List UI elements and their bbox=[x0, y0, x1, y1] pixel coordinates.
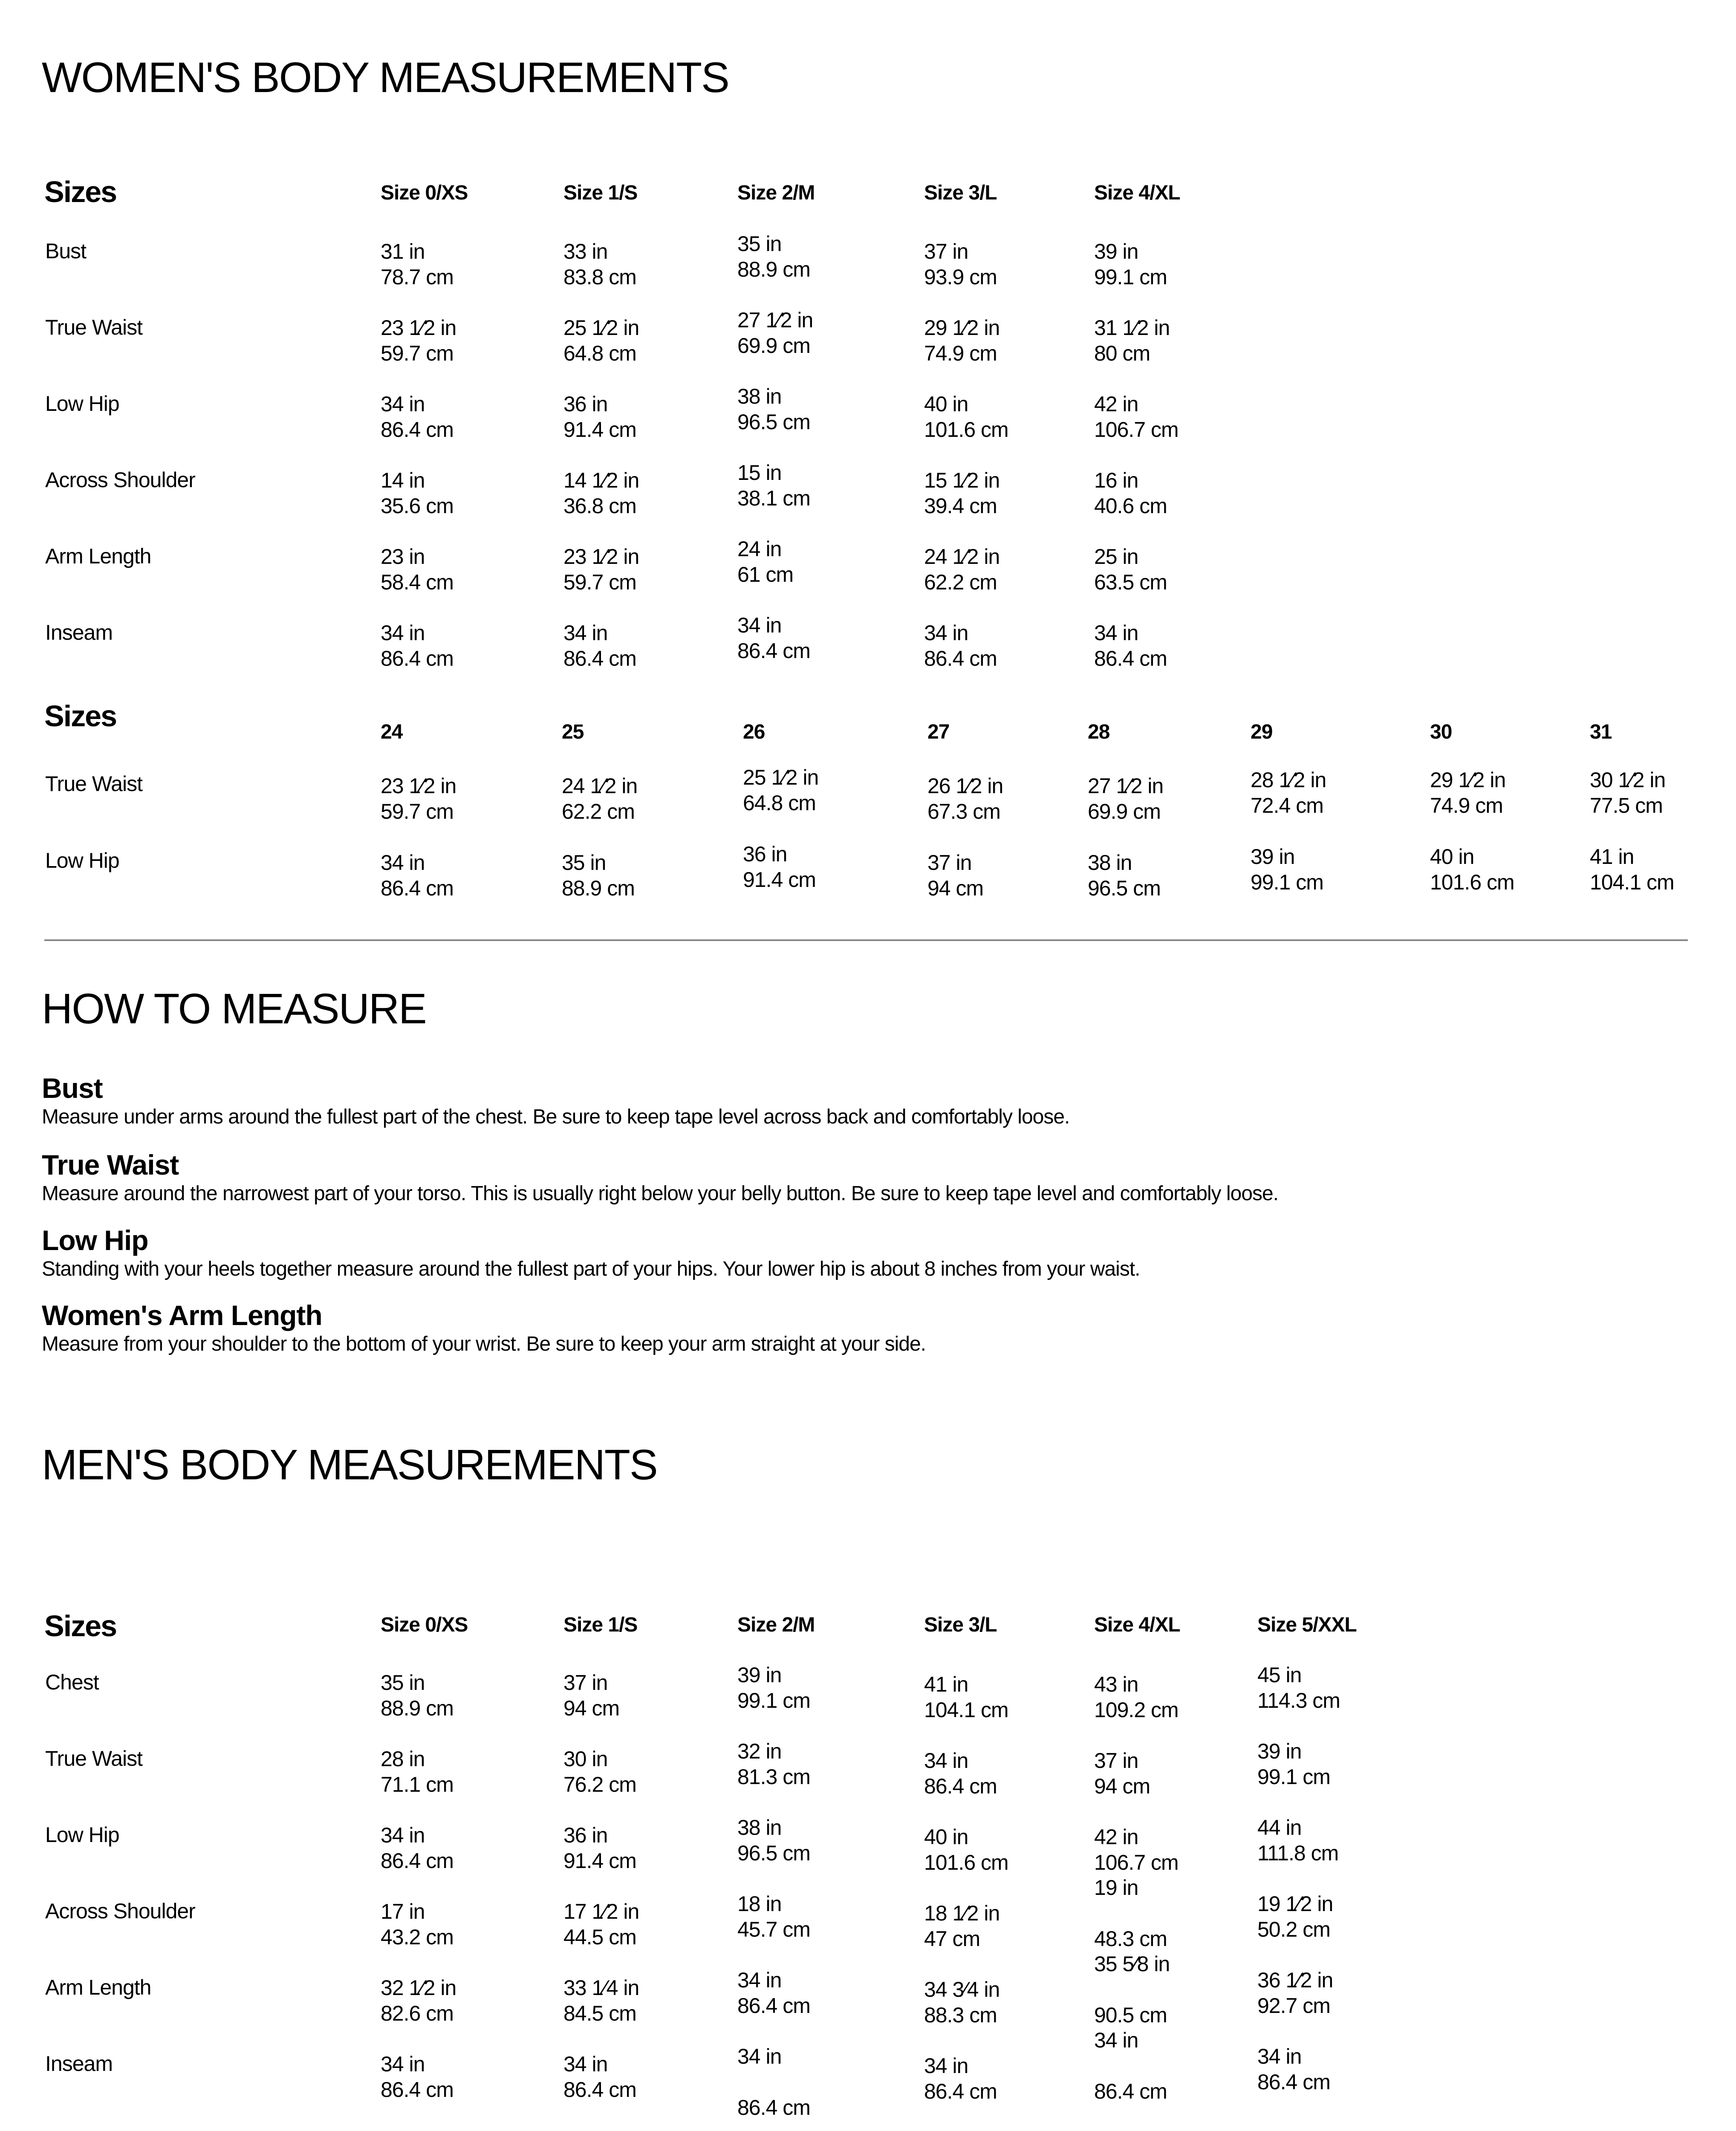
centimeters-value: 86.4 cm bbox=[1094, 2079, 1167, 2103]
measurement-cell bbox=[737, 1967, 810, 2018]
inches-value: 34 in bbox=[563, 2052, 608, 2076]
inches-value: 39 in bbox=[1094, 240, 1138, 263]
inches-value: 34 in bbox=[381, 621, 425, 645]
measurement-cell bbox=[563, 620, 636, 671]
centimeters-value: 35.6 cm bbox=[381, 494, 453, 518]
row-label: Arm Length bbox=[45, 544, 151, 568]
centimeters-value: 101.6 cm bbox=[924, 418, 1008, 442]
column-header: Size 1/S bbox=[563, 1614, 638, 1636]
column-header: Size 2/M bbox=[737, 182, 815, 204]
measurement-cell bbox=[381, 239, 453, 290]
measurement-cell bbox=[1094, 620, 1167, 671]
column-header: 25 bbox=[562, 721, 584, 743]
centimeters-value: 91.4 cm bbox=[563, 418, 636, 442]
inches-value: 23 1⁄2 in bbox=[563, 545, 639, 569]
centimeters-value: 88.9 cm bbox=[381, 1696, 453, 1720]
measurement-cell bbox=[381, 620, 453, 671]
centimeters-value: 40.6 cm bbox=[1094, 494, 1167, 518]
inches-value: 29 1⁄2 in bbox=[924, 316, 1000, 340]
centimeters-value: 74.9 cm bbox=[1430, 794, 1503, 817]
centimeters-value: 86.4 cm bbox=[381, 2078, 453, 2102]
measurement-cell bbox=[1430, 767, 1505, 818]
inches-value: 34 3⁄4 in bbox=[924, 1978, 1000, 2001]
how-to-heading: Bust bbox=[42, 1072, 103, 1104]
measurement-cell bbox=[924, 468, 999, 519]
column-header: Size 5/XXL bbox=[1257, 1614, 1357, 1636]
inches-value: 19 in bbox=[1094, 1876, 1138, 1900]
centimeters-value: 74.9 cm bbox=[924, 341, 997, 365]
row-label: Across Shoulder bbox=[45, 468, 195, 492]
row-label: Low Hip bbox=[45, 849, 119, 872]
column-header: Size 1/S bbox=[563, 182, 638, 204]
inches-value: 30 in bbox=[563, 1747, 608, 1771]
inches-value: 15 in bbox=[737, 461, 782, 485]
centimeters-value: 99.1 cm bbox=[1251, 870, 1323, 894]
measurement-cell bbox=[924, 1824, 1008, 1875]
inches-value: 37 in bbox=[563, 1671, 608, 1695]
measurement-cell bbox=[1257, 1738, 1330, 1790]
row-label: True Waist bbox=[45, 1747, 142, 1770]
centimeters-value: 47 cm bbox=[924, 1927, 980, 1951]
measurement-cell bbox=[1257, 1662, 1340, 1713]
inches-value: 36 in bbox=[563, 392, 608, 416]
sizes-label: Sizes bbox=[44, 1609, 116, 1643]
centimeters-value: 94 cm bbox=[927, 876, 984, 900]
sizes-label: Sizes bbox=[44, 699, 116, 733]
column-header: 30 bbox=[1430, 721, 1452, 743]
row-label: Inseam bbox=[45, 2052, 113, 2076]
inches-value: 33 1⁄4 in bbox=[563, 1976, 639, 2000]
measurement-cell bbox=[1590, 844, 1674, 895]
inches-value: 14 1⁄2 in bbox=[563, 468, 639, 492]
measurement-cell bbox=[927, 850, 983, 901]
measurement-cell bbox=[927, 773, 1003, 824]
centimeters-value: 78.7 cm bbox=[381, 265, 453, 289]
centimeters-value: 36.8 cm bbox=[563, 494, 636, 518]
how-to-heading: True Waist bbox=[42, 1149, 179, 1181]
inches-value: 39 in bbox=[1251, 845, 1295, 869]
centimeters-value: 104.1 cm bbox=[924, 1698, 1008, 1722]
measurement-cell bbox=[737, 1815, 810, 1866]
centimeters-value: 59.7 cm bbox=[563, 570, 636, 594]
inches-value: 33 in bbox=[563, 240, 608, 263]
column-header: Size 2/M bbox=[737, 1614, 815, 1636]
centimeters-value: 109.2 cm bbox=[1094, 1698, 1179, 1722]
inches-value: 37 in bbox=[927, 851, 972, 875]
centimeters-value: 86.4 cm bbox=[563, 2078, 636, 2102]
centimeters-value: 101.6 cm bbox=[924, 1851, 1008, 1874]
centimeters-value: 86.4 cm bbox=[737, 1994, 810, 2018]
centimeters-value: 101.6 cm bbox=[1430, 870, 1514, 894]
inches-value: 18 1⁄2 in bbox=[924, 1901, 1000, 1925]
inches-value: 23 1⁄2 in bbox=[381, 774, 456, 798]
inches-value: 45 in bbox=[1257, 1663, 1302, 1687]
measurement-cell bbox=[1094, 1951, 1170, 2028]
inches-value: 34 in bbox=[924, 2054, 968, 2078]
centimeters-value: 111.8 cm bbox=[1257, 1841, 1339, 1865]
inches-value: 38 in bbox=[737, 1816, 782, 1839]
centimeters-value: 86.4 cm bbox=[1257, 2070, 1330, 2094]
measurement-cell bbox=[381, 1899, 453, 1950]
inches-value: 26 1⁄2 in bbox=[927, 774, 1003, 798]
measurement-cell bbox=[381, 773, 456, 824]
measurement-cell bbox=[924, 1977, 999, 2028]
inches-value: 34 in bbox=[1257, 2044, 1302, 2068]
centimeters-value: 61 cm bbox=[737, 563, 794, 586]
measurement-cell bbox=[1251, 767, 1326, 818]
centimeters-value: 94 cm bbox=[563, 1696, 620, 1720]
centimeters-value: 81.3 cm bbox=[737, 1765, 810, 1789]
inches-value: 43 in bbox=[1094, 1672, 1138, 1696]
inches-value: 34 in bbox=[1094, 621, 1138, 645]
centimeters-value: 72.4 cm bbox=[1251, 794, 1323, 817]
centimeters-value: 44.5 cm bbox=[563, 1925, 636, 1949]
inches-value: 25 in bbox=[1094, 545, 1138, 569]
measurement-cell bbox=[737, 460, 810, 511]
measurement-cell bbox=[737, 307, 813, 358]
divider bbox=[44, 939, 1688, 941]
measurement-cell bbox=[563, 391, 636, 442]
measurement-cell bbox=[563, 1899, 639, 1950]
inches-value: 16 in bbox=[1094, 468, 1138, 492]
centimeters-value: 91.4 cm bbox=[563, 1849, 636, 1873]
centimeters-value: 80 cm bbox=[1094, 341, 1150, 365]
inches-value: 35 in bbox=[381, 1671, 425, 1695]
measurement-cell bbox=[563, 1746, 636, 1797]
centimeters-value: 99.1 cm bbox=[1257, 1765, 1330, 1789]
centimeters-value: 90.5 cm bbox=[1094, 2003, 1167, 2027]
column-header: 28 bbox=[1088, 721, 1110, 743]
measurement-cell bbox=[563, 468, 639, 519]
how-to-description: Measure around the narrowest part of your torso. This is usually right below your belly button. Be sure to keep tape level and comfortably loose. bbox=[42, 1182, 1279, 1205]
measurement-cell bbox=[924, 544, 999, 595]
centimeters-value: 104.1 cm bbox=[1590, 870, 1674, 894]
inches-value: 34 in bbox=[737, 1968, 782, 1992]
measurement-cell bbox=[737, 1738, 810, 1790]
measurement-cell bbox=[562, 773, 637, 824]
measurement-cell bbox=[563, 1822, 636, 1874]
column-header: 24 bbox=[381, 721, 403, 743]
centimeters-value: 106.7 cm bbox=[1094, 1851, 1179, 1874]
centimeters-value: 84.5 cm bbox=[563, 2001, 636, 2025]
measurement-cell bbox=[1257, 1891, 1333, 1942]
centimeters-value: 86.4 cm bbox=[737, 2096, 810, 2119]
measurement-cell bbox=[737, 2044, 810, 2120]
inches-value: 27 1⁄2 in bbox=[737, 308, 813, 332]
centimeters-value: 86.4 cm bbox=[563, 647, 636, 670]
centimeters-value: 45.7 cm bbox=[737, 1917, 810, 1941]
measurement-cell bbox=[924, 620, 997, 671]
measurement-cell bbox=[924, 1672, 1008, 1723]
centimeters-value: 86.4 cm bbox=[924, 2079, 997, 2103]
centimeters-value: 91.4 cm bbox=[743, 868, 816, 892]
centimeters-value: 86.4 cm bbox=[381, 876, 453, 900]
column-header: 29 bbox=[1251, 721, 1273, 743]
measurement-cell bbox=[737, 536, 793, 587]
measurement-cell bbox=[381, 468, 453, 519]
measurement-cell bbox=[1094, 1748, 1150, 1799]
inches-value: 28 in bbox=[381, 1747, 425, 1771]
measurement-cell bbox=[381, 850, 453, 901]
column-header: 31 bbox=[1590, 721, 1612, 743]
column-header: Size 3/L bbox=[924, 1614, 997, 1636]
women-title: WOMEN'S BODY MEASUREMENTS bbox=[42, 54, 729, 101]
row-label: Bust bbox=[45, 239, 87, 263]
centimeters-value: 88.9 cm bbox=[562, 876, 635, 900]
inches-value: 37 in bbox=[924, 240, 968, 263]
centimeters-value: 71.1 cm bbox=[381, 1773, 453, 1796]
measurement-cell bbox=[1094, 1672, 1179, 1723]
inches-value: 34 in bbox=[737, 613, 782, 637]
column-header: 27 bbox=[927, 721, 950, 743]
inches-value: 38 in bbox=[1088, 851, 1132, 875]
centimeters-value: 92.7 cm bbox=[1257, 1994, 1330, 2018]
measurement-cell bbox=[381, 1975, 456, 2026]
inches-value: 36 in bbox=[743, 842, 787, 866]
inches-value: 35 5⁄8 in bbox=[1094, 1952, 1170, 1976]
measurement-cell bbox=[381, 1670, 453, 1721]
measurement-cell bbox=[381, 315, 456, 366]
inches-value: 17 1⁄2 in bbox=[563, 1900, 639, 1923]
inches-value: 34 in bbox=[924, 1749, 968, 1773]
inches-value: 34 in bbox=[737, 2044, 782, 2068]
inches-value: 14 in bbox=[381, 468, 425, 492]
inches-value: 31 1⁄2 in bbox=[1094, 316, 1170, 340]
inches-value: 23 in bbox=[381, 545, 425, 569]
women-how-to-title: HOW TO MEASURE bbox=[42, 985, 426, 1033]
measurement-cell bbox=[737, 1891, 810, 1942]
how-to-description: Measure under arms around the fullest part of the chest. Be sure to keep tape level across back and comfortably loose. bbox=[42, 1106, 1070, 1128]
centimeters-value: 43.2 cm bbox=[381, 1925, 453, 1949]
measurement-cell bbox=[924, 315, 999, 366]
measurement-cell bbox=[743, 765, 818, 816]
centimeters-value: 62.2 cm bbox=[924, 570, 997, 594]
centimeters-value: 48.3 cm bbox=[1094, 1927, 1167, 1951]
centimeters-value: 59.7 cm bbox=[381, 341, 453, 365]
measurement-cell bbox=[924, 1900, 999, 1952]
inches-value: 39 in bbox=[1257, 1739, 1302, 1763]
measurement-cell bbox=[1257, 1967, 1333, 2018]
measurement-cell bbox=[563, 239, 636, 290]
centimeters-value: 82.6 cm bbox=[381, 2001, 453, 2025]
measurement-cell bbox=[924, 2053, 997, 2104]
measurement-cell bbox=[1094, 2027, 1167, 2104]
measurement-cell bbox=[1590, 767, 1665, 818]
measurement-cell bbox=[381, 2051, 453, 2102]
centimeters-value: 86.4 cm bbox=[381, 418, 453, 442]
centimeters-value: 63.5 cm bbox=[1094, 570, 1167, 594]
centimeters-value: 96.5 cm bbox=[737, 1841, 810, 1865]
inches-value: 24 1⁄2 in bbox=[924, 545, 1000, 569]
measurement-cell bbox=[563, 1670, 619, 1721]
row-label: Arm Length bbox=[45, 1975, 151, 1999]
measurement-cell bbox=[381, 391, 453, 442]
inches-value: 40 in bbox=[1430, 845, 1474, 869]
measurement-cell bbox=[563, 1975, 639, 2026]
row-label: Chest bbox=[45, 1670, 99, 1694]
centimeters-value: 86.4 cm bbox=[737, 639, 810, 663]
inches-value: 24 in bbox=[737, 537, 782, 561]
centimeters-value: 58.4 cm bbox=[381, 570, 453, 594]
measurement-cell bbox=[1257, 2044, 1330, 2095]
inches-value: 34 in bbox=[563, 621, 608, 645]
inches-value: 44 in bbox=[1257, 1816, 1302, 1839]
measurement-cell bbox=[381, 1822, 453, 1874]
centimeters-value: 50.2 cm bbox=[1257, 1917, 1330, 1941]
row-label: Low Hip bbox=[45, 392, 119, 416]
measurement-cell bbox=[1430, 844, 1514, 895]
centimeters-value: 59.7 cm bbox=[381, 800, 453, 823]
measurement-cell bbox=[737, 1662, 810, 1713]
inches-value: 42 in bbox=[1094, 392, 1138, 416]
measurement-cell bbox=[1094, 315, 1170, 366]
row-label: True Waist bbox=[45, 315, 142, 339]
centimeters-value: 88.9 cm bbox=[737, 257, 810, 281]
centimeters-value: 86.4 cm bbox=[924, 647, 997, 670]
inches-value: 32 1⁄2 in bbox=[381, 1976, 456, 2000]
inches-value: 38 in bbox=[737, 384, 782, 408]
inches-value: 40 in bbox=[924, 392, 968, 416]
inches-value: 17 in bbox=[381, 1900, 425, 1923]
sizes-label: Sizes bbox=[44, 175, 116, 208]
inches-value: 34 in bbox=[1094, 2028, 1138, 2052]
measurement-cell bbox=[381, 544, 453, 595]
centimeters-value: 88.3 cm bbox=[924, 2003, 997, 2027]
column-header: Size 0/XS bbox=[381, 182, 468, 204]
measurement-cell bbox=[737, 231, 810, 282]
centimeters-value: 69.9 cm bbox=[737, 334, 810, 358]
centimeters-value: 86.4 cm bbox=[1094, 647, 1167, 670]
measurement-cell bbox=[1251, 844, 1323, 895]
measurement-cell bbox=[381, 1746, 453, 1797]
inches-value: 36 in bbox=[563, 1823, 608, 1847]
how-to-description: Standing with your heels together measure around the fullest part of your hips. Your lower hip is about 8 inches from your waist. bbox=[42, 1258, 1140, 1280]
measurement-cell bbox=[563, 315, 639, 366]
measurement-cell bbox=[1094, 468, 1167, 519]
inches-value: 25 1⁄2 in bbox=[563, 316, 639, 340]
how-to-heading: Women's Arm Length bbox=[42, 1299, 322, 1331]
centimeters-value: 94 cm bbox=[1094, 1774, 1150, 1798]
measurement-cell bbox=[563, 544, 639, 595]
inches-value: 34 in bbox=[381, 2052, 425, 2076]
measurement-cell bbox=[1094, 1824, 1179, 1875]
centimeters-value: 83.8 cm bbox=[563, 265, 636, 289]
column-header: 26 bbox=[743, 721, 765, 743]
centimeters-value: 106.7 cm bbox=[1094, 418, 1179, 442]
inches-value: 30 1⁄2 in bbox=[1590, 768, 1666, 792]
centimeters-value: 62.2 cm bbox=[562, 800, 635, 823]
measurement-cell bbox=[1088, 773, 1163, 824]
measurement-cell bbox=[1094, 1875, 1167, 1952]
men-title: MEN'S BODY MEASUREMENTS bbox=[42, 1441, 657, 1489]
measurement-cell bbox=[1257, 1815, 1338, 1866]
centimeters-value: 67.3 cm bbox=[927, 800, 1000, 823]
inches-value: 27 1⁄2 in bbox=[1088, 774, 1164, 798]
measurement-cell bbox=[1094, 544, 1167, 595]
inches-value: 41 in bbox=[924, 1672, 968, 1696]
centimeters-value: 96.5 cm bbox=[737, 410, 810, 434]
column-header: Size 4/XL bbox=[1094, 1614, 1180, 1636]
centimeters-value: 86.4 cm bbox=[381, 1849, 453, 1873]
measurement-cell bbox=[924, 1748, 997, 1799]
inches-value: 24 1⁄2 in bbox=[562, 774, 638, 798]
measurement-cell bbox=[924, 239, 997, 290]
centimeters-value: 86.4 cm bbox=[381, 647, 453, 670]
inches-value: 40 in bbox=[924, 1825, 968, 1849]
centimeters-value: 77.5 cm bbox=[1590, 794, 1663, 817]
inches-value: 19 1⁄2 in bbox=[1257, 1892, 1333, 1916]
centimeters-value: 86.4 cm bbox=[924, 1774, 997, 1798]
inches-value: 34 in bbox=[381, 851, 425, 875]
column-header: Size 4/XL bbox=[1094, 182, 1180, 204]
inches-value: 18 in bbox=[737, 1892, 782, 1916]
inches-value: 41 in bbox=[1590, 845, 1634, 869]
inches-value: 34 in bbox=[381, 392, 425, 416]
measurement-cell bbox=[924, 391, 1008, 442]
measurement-cell bbox=[743, 841, 816, 892]
how-to-description: Measure from your shoulder to the bottom of your wrist. Be sure to keep your arm straight at your side. bbox=[42, 1333, 926, 1355]
centimeters-value: 114.3 cm bbox=[1257, 1689, 1340, 1712]
centimeters-value: 99.1 cm bbox=[1094, 265, 1167, 289]
row-label: Inseam bbox=[45, 621, 113, 644]
measurement-cell bbox=[1094, 391, 1179, 442]
measurement-cell bbox=[563, 2051, 636, 2102]
centimeters-value: 96.5 cm bbox=[1088, 876, 1161, 900]
inches-value: 25 1⁄2 in bbox=[743, 765, 819, 789]
column-header: Size 3/L bbox=[924, 182, 997, 204]
centimeters-value: 39.4 cm bbox=[924, 494, 997, 518]
inches-value: 34 in bbox=[924, 621, 968, 645]
inches-value: 29 1⁄2 in bbox=[1430, 768, 1506, 792]
measurement-cell bbox=[562, 850, 635, 901]
inches-value: 35 in bbox=[562, 851, 606, 875]
measurement-cell bbox=[1088, 850, 1161, 901]
measurement-cell bbox=[1094, 239, 1167, 290]
row-label: True Waist bbox=[45, 772, 142, 796]
centimeters-value: 38.1 cm bbox=[737, 486, 810, 510]
row-label: Low Hip bbox=[45, 1823, 119, 1847]
how-to-heading: Low Hip bbox=[42, 1224, 148, 1256]
inches-value: 35 in bbox=[737, 232, 782, 256]
column-header: Size 0/XS bbox=[381, 1614, 468, 1636]
inches-value: 31 in bbox=[381, 240, 425, 263]
inches-value: 34 in bbox=[381, 1823, 425, 1847]
inches-value: 37 in bbox=[1094, 1749, 1138, 1773]
inches-value: 23 1⁄2 in bbox=[381, 316, 456, 340]
measurement-cell bbox=[737, 612, 810, 664]
inches-value: 42 in bbox=[1094, 1825, 1138, 1849]
centimeters-value: 93.9 cm bbox=[924, 265, 997, 289]
measurement-cell bbox=[737, 384, 810, 435]
inches-value: 36 1⁄2 in bbox=[1257, 1968, 1333, 1992]
row-label: Across Shoulder bbox=[45, 1899, 195, 1923]
inches-value: 15 1⁄2 in bbox=[924, 468, 1000, 492]
centimeters-value: 76.2 cm bbox=[563, 1773, 636, 1796]
centimeters-value: 99.1 cm bbox=[737, 1689, 810, 1712]
inches-value: 39 in bbox=[737, 1663, 782, 1687]
centimeters-value: 69.9 cm bbox=[1088, 800, 1161, 823]
centimeters-value: 64.8 cm bbox=[563, 341, 636, 365]
inches-value: 32 in bbox=[737, 1739, 782, 1763]
centimeters-value: 64.8 cm bbox=[743, 791, 816, 815]
inches-value: 28 1⁄2 in bbox=[1251, 768, 1326, 792]
